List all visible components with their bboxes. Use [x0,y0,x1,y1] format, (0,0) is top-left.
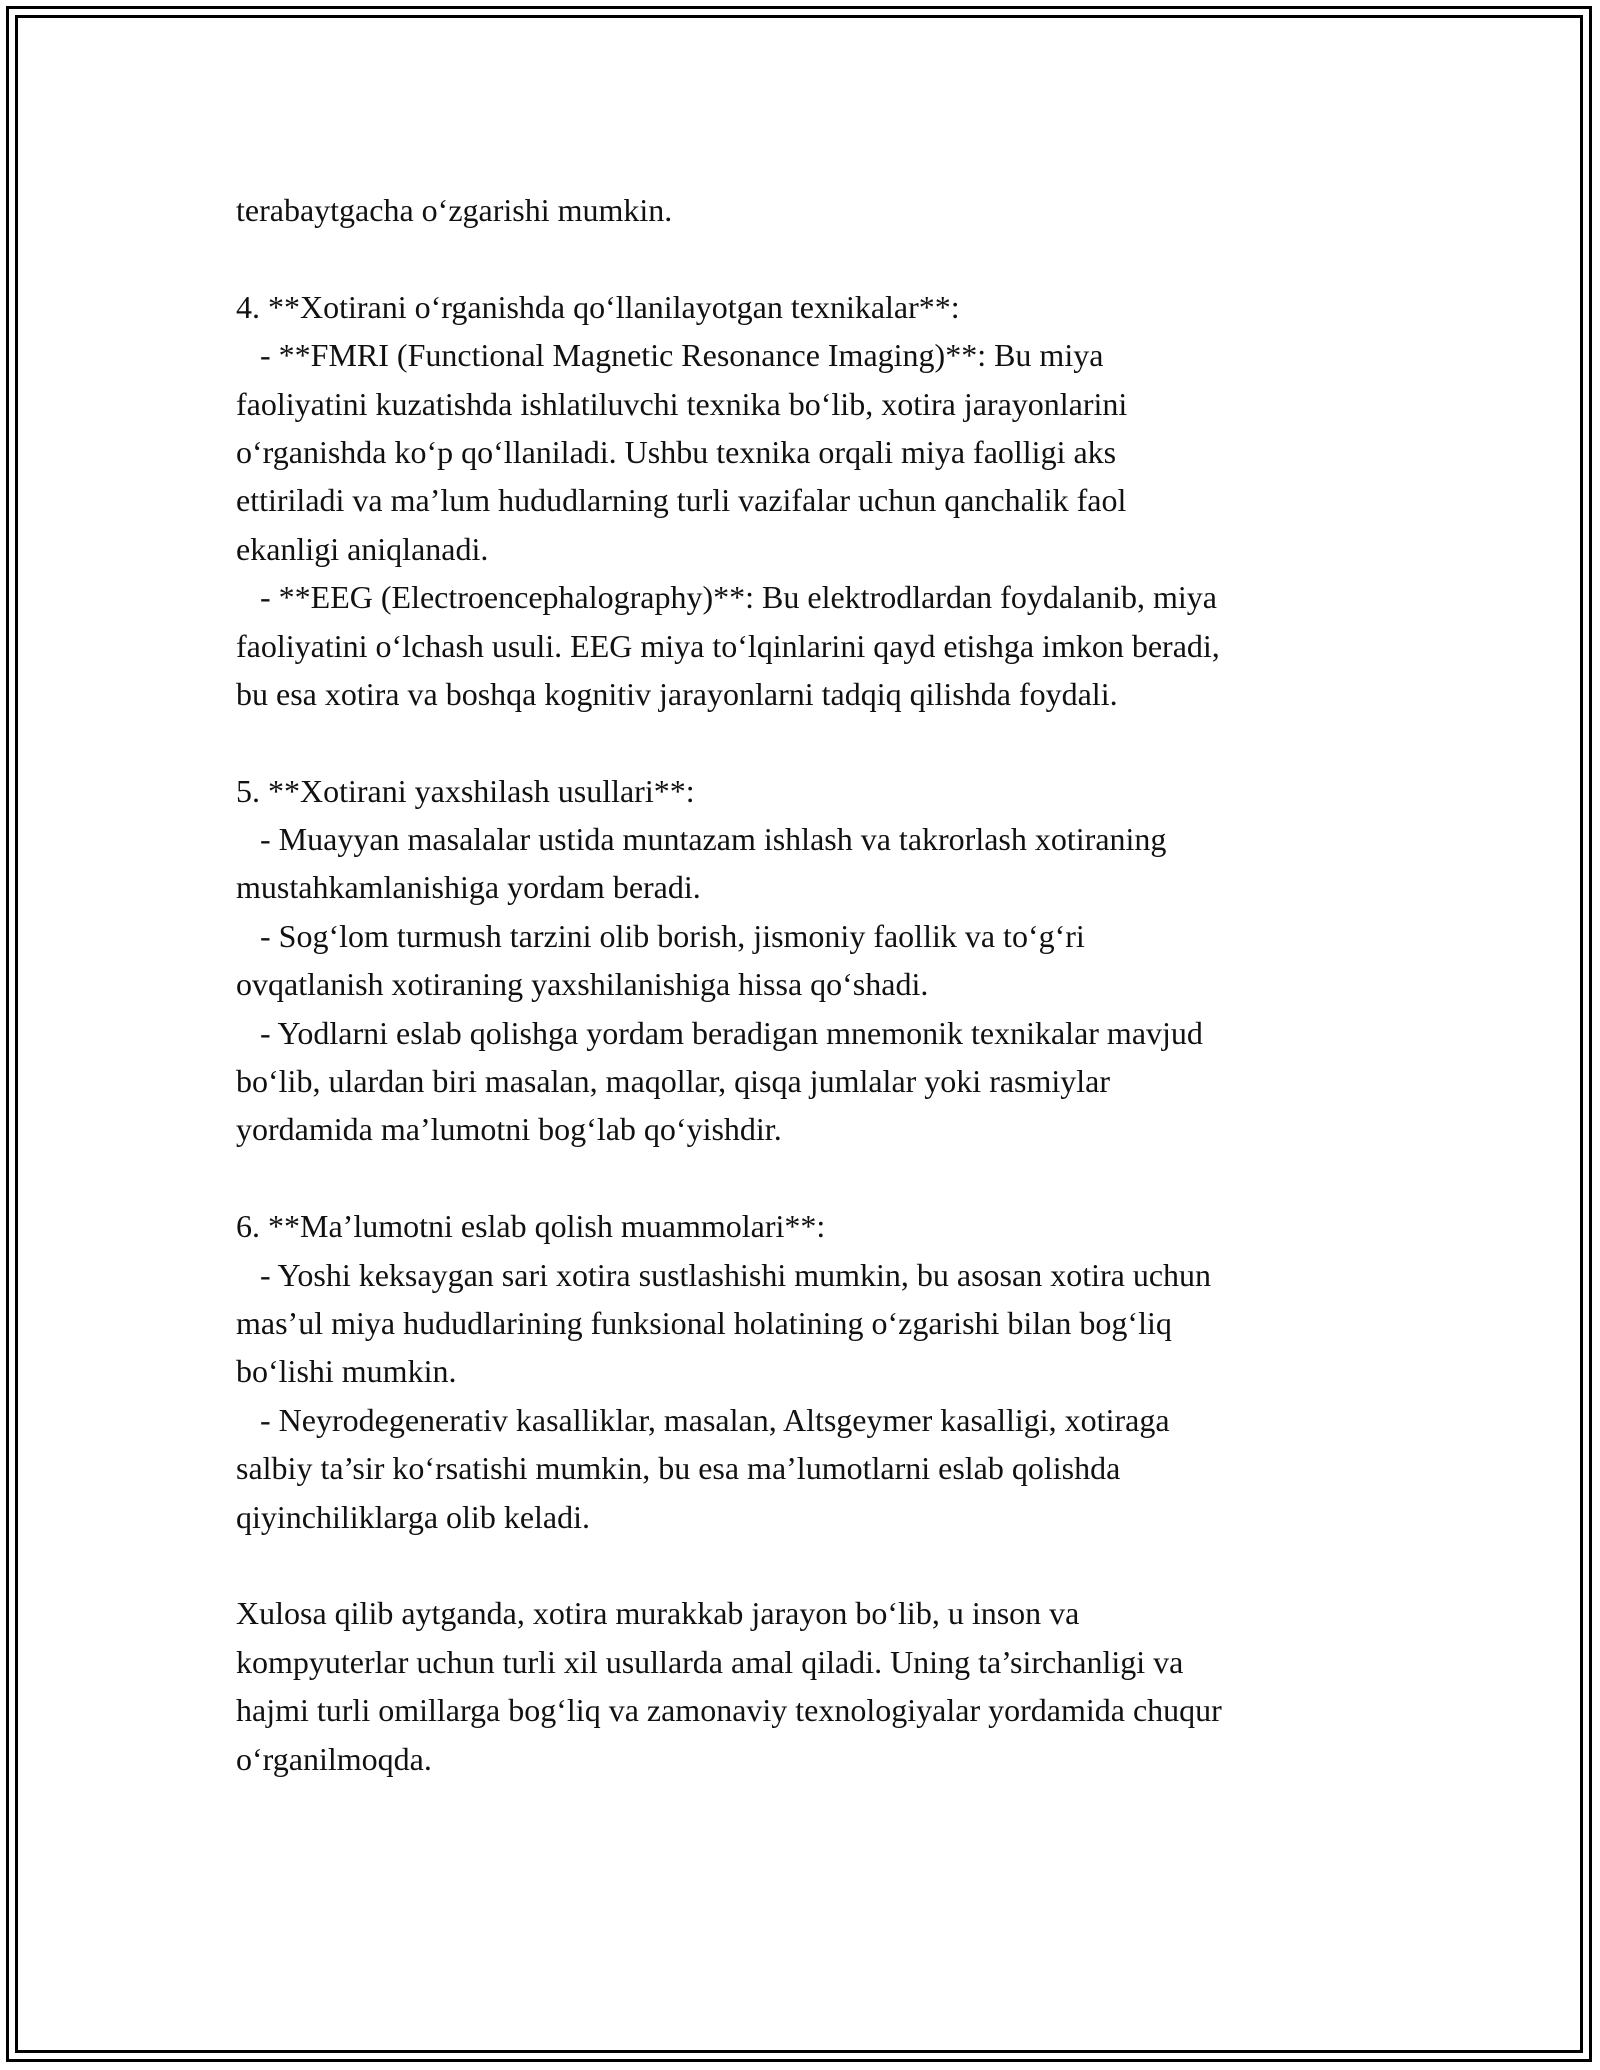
section-heading: 5. **Xotirani yaxshilash usullari**: [236,772,695,809]
text-line: - Muayyan masalalar ustida muntazam ishlash va takrorlash xotiraning [236,821,1167,858]
conclusion-line: o‘rganilmoqda. [236,1740,432,1777]
text-line: - **FMRI (Functional Magnetic Resonance Imaging)**: Bu miya [236,337,1104,374]
text-line: - Sog‘lom turmush tarzini olib borish, jismoniy faollik va to‘g‘ri [236,917,1085,954]
text-line: - Neyrodegenerativ kasalliklar, masalan, Altsgeymer kasalligi, xotiraga [236,1401,1170,1438]
text-line: mas’ul miya hududlarining funksional holatining o‘zgarishi bilan bog‘liq [236,1304,1172,1341]
conclusion-line: kompyuterlar uchun turli xil usullarda amal qiladi. Uning ta’sirchanligi va [236,1643,1184,1680]
text-line: bu esa xotira va boshqa kognitiv jarayonlarni tadqiq qilishda foydali. [236,675,1118,712]
section-heading: 4. **Xotirani o‘rganishda qo‘llanilayotgan texnikalar**: [236,288,960,325]
text-line: ettiriladi va ma’lum hududlarning turli vazifalar uchun qanchalik faol [236,482,1127,519]
text-line: - Yoshi keksaygan sari xotira sustlashishi mumkin, bu asosan xotira uchun [236,1256,1212,1293]
blank-line [236,718,1386,766]
conclusion-line: hajmi turli omillarga bog‘liq va zamonaviy texnologiyalar yordamida chuqur [236,1692,1222,1729]
text-line: terabaytgacha o‘zgarishi mumkin. [236,192,673,228]
text-line: faoliyatini o‘lchash usuli. EEG miya to‘lqinlarini qayd etishga imkon beradi, [236,627,1220,664]
text-line: mustahkamlanishiga yordam beradi. [236,869,701,906]
text-line: - Yodlarni eslab qolishga yordam beradigan mnemonik texnikalar mavjud [236,1014,1203,1051]
section-heading: 6. **Ma’lumotni eslab qolish muammolari**: [236,1208,826,1245]
text-line: - **EEG (Electroencephalography)**: Bu elektrodlardan foydalanib, miya [236,579,1217,616]
text-line: qiyinchiliklarga olib keladi. [236,1498,590,1535]
text-line: o‘rganishda ko‘p qo‘llaniladi. Ushbu texnika orqali miya faolligi aks [236,433,1117,470]
document-body [236,186,1386,1783]
text-line: bo‘lib, ulardan biri masalan, maqollar, qisqa jumlalar yoki rasmiylar [236,1063,1111,1100]
conclusion-line: Xulosa qilib aytganda, xotira murakkab jarayon bo‘lib, u inson va [236,1595,1080,1632]
blank-line [236,1154,1386,1202]
blank-line [236,1541,1386,1589]
text-line: ekanligi aniqlanadi. [236,530,489,567]
text-line: yordamida ma’lumotni bog‘lab qo‘yishdir. [236,1111,782,1148]
text-line: ovqatlanish xotiraning yaxshilanishiga hissa qo‘shadi. [236,966,929,1003]
text-line: faoliyatini kuzatishda ishlatiluvchi texnika bo‘lib, xotira jarayonlarini [236,385,1128,422]
text-line: salbiy ta’sir ko‘rsatishi mumkin, bu esa ma’lumotlarni eslab qolishda [236,1450,1121,1487]
text-line: bo‘lishi mumkin. [236,1353,457,1390]
blank-line [236,234,1386,282]
